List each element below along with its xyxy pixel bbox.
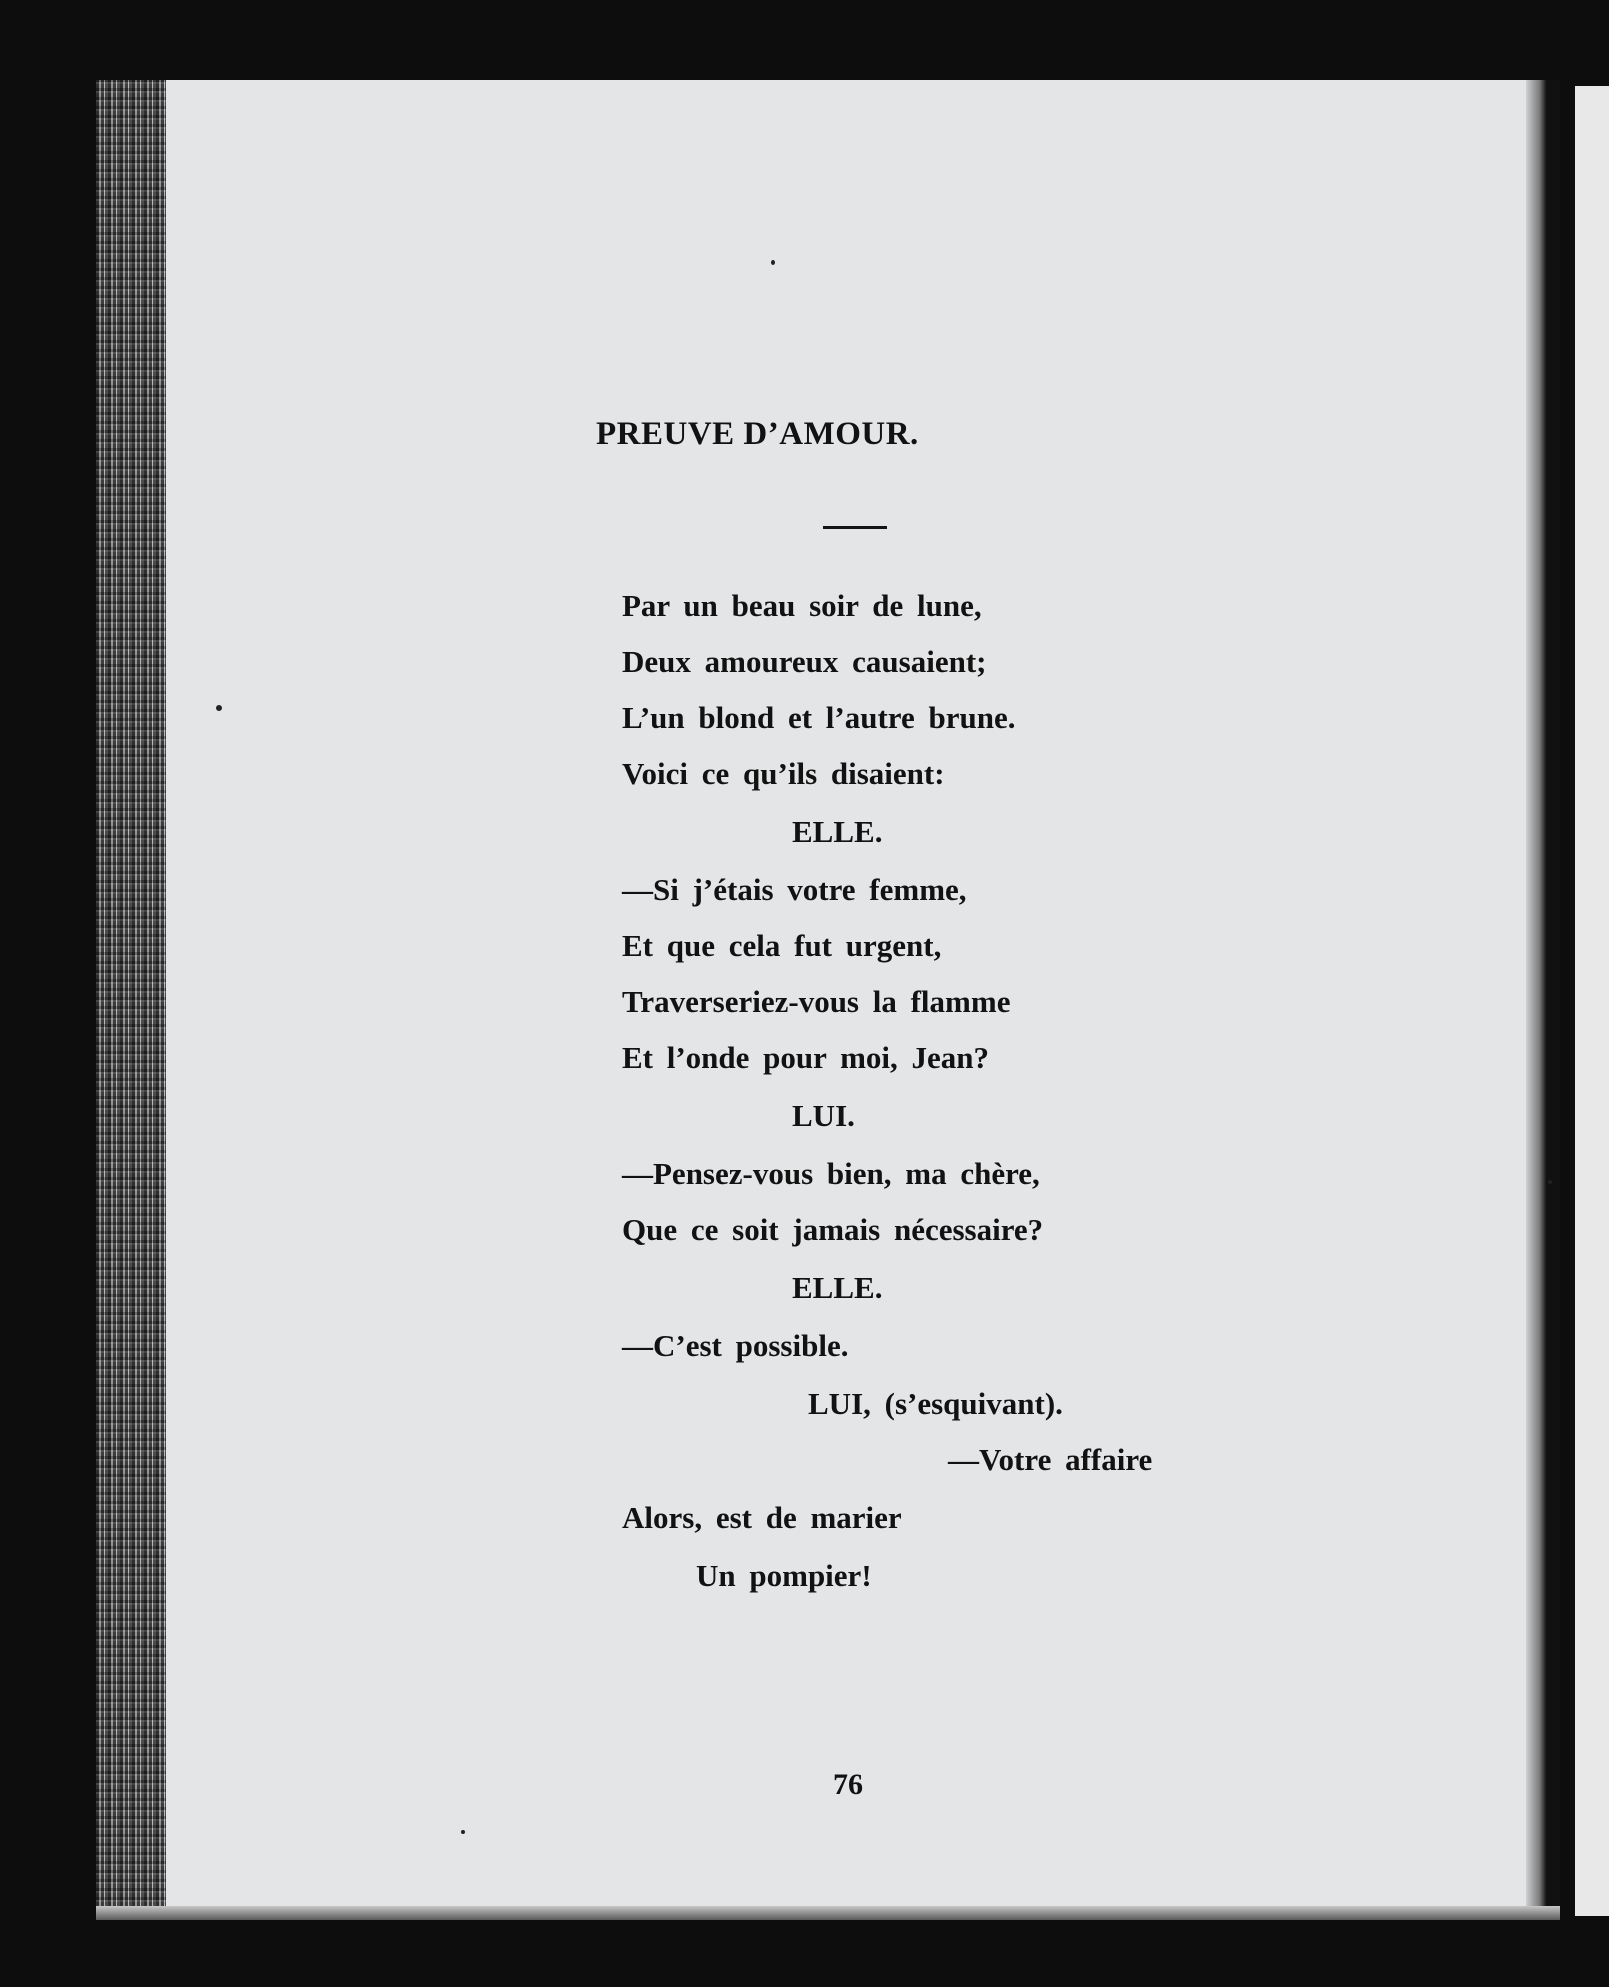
ink-speck (771, 260, 775, 265)
poem-line: L’un blond et l’autre brune. (622, 700, 1016, 735)
poem-line: Alors, est de marier (622, 1500, 902, 1535)
poem-line: Que ce soit jamais nécessaire? (622, 1212, 1044, 1247)
facing-page-edge (1575, 86, 1609, 1916)
poem-line: Et l’onde pour moi, Jean? (622, 1040, 990, 1075)
page-number: 76 (833, 1768, 863, 1801)
poem-line: Par un beau soir de lune, (622, 588, 982, 623)
speaker-label: LUI, (s’esquivant). (808, 1386, 1063, 1421)
ink-speck (216, 705, 222, 711)
page-gutter (1526, 80, 1560, 1920)
speaker-label: ELLE. (792, 814, 883, 849)
page-bottom-edge (96, 1906, 1560, 1920)
poem-line: Un pompier! (696, 1558, 872, 1593)
speaker-label: ELLE. (792, 1270, 883, 1305)
poem-line: —Votre affaire (948, 1442, 1153, 1477)
poem-line: Traverseriez-vous la flamme (622, 984, 1011, 1019)
poem-line: —C’est possible. (622, 1328, 849, 1363)
ink-speck (1548, 1180, 1552, 1184)
title-rule (823, 526, 887, 529)
poem-line: Et que cela fut urgent, (622, 928, 942, 963)
poem-line: Deux amoureux causaient; (622, 644, 987, 679)
poem-line: —Pensez-vous bien, ma chère, (622, 1156, 1040, 1191)
ink-speck (461, 1830, 465, 1834)
poem-title: PREUVE D’AMOUR. (596, 416, 919, 452)
poem-line: —Si j’étais votre femme, (622, 872, 967, 907)
speaker-label: LUI. (792, 1098, 855, 1133)
poem-line: Voici ce qu’ils disaient: (622, 756, 945, 791)
book-page (96, 80, 1560, 1920)
page-block-edge (96, 80, 166, 1920)
